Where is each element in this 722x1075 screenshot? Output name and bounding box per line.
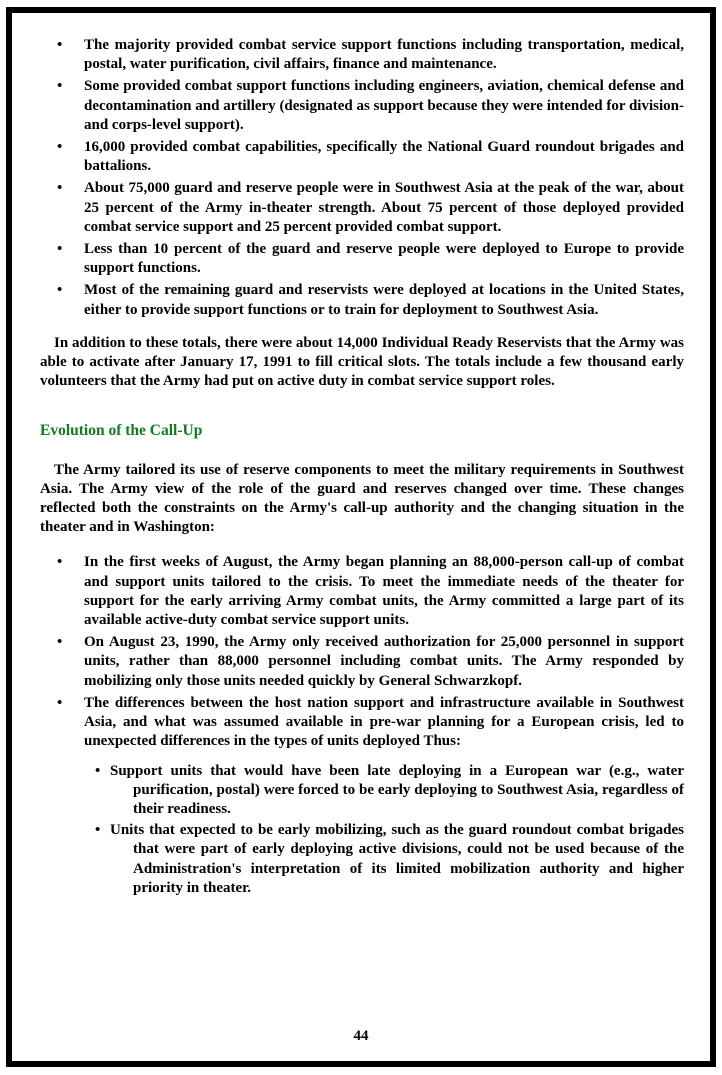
bullet-icon: • (57, 180, 63, 197)
list-item (40, 281, 684, 319)
list-item-text: 16,000 provided combat capabilities, specifically the National Guard roundout brigades and battalions. (84, 139, 684, 175)
bullet-icon: • (57, 37, 63, 53)
bullet-icon: • (57, 78, 63, 95)
bullet-icon: • (57, 139, 63, 156)
mid-bullet-list (40, 553, 684, 751)
bullet-icon: • (57, 694, 63, 711)
list-item (40, 240, 684, 278)
list-item (40, 36, 684, 74)
page-content (40, 36, 684, 900)
page-number: 44 (353, 1028, 369, 1044)
list-item (95, 762, 684, 820)
list-item-text: Less than 10 percent of the guard and reserve people were deployed to Europe to provide support functions. (84, 241, 684, 277)
list-item (40, 633, 684, 691)
list-item-text: Units that expected to be early mobilizing, such as the guard roundout combat brigades that were part of early deploying active divisions, could not be used because of the Administration's interpretation of its limited mobilization authority and higher priority in theater. (110, 822, 684, 896)
list-item-text: About 75,000 guard and reserve people were in Southwest Asia at the peak of the war, about 25 percent of the Army in-theater strength. About 75 percent of those deployed provided combat service support and 25 percent provided combat support. (84, 180, 684, 235)
list-item-text: On August 23, 1990, the Army only received authorization for 25,000 personnel in support units, rather than 88,000 personnel including combat units. The Army responded by mobilizing only those units needed quickly by General Schwarzkopf. (84, 634, 684, 689)
list-item (40, 179, 684, 237)
list-item (40, 553, 684, 630)
paragraph-evolution: The Army tailored its use of reserve components to meet the military requirements in Southwest Asia. The Army view of the role of the guard and reserves changed over time. These changes reflected both the constraints on the Army's call-up authority and the changing situation in the theater and in Washington: (40, 461, 684, 536)
list-item-text: Most of the remaining guard and reservists were deployed at locations in the United States, either to provide support functions or to train for deployment to Southwest Asia. (84, 282, 684, 318)
bullet-icon: • (57, 282, 63, 299)
list-item-text: The differences between the host nation support and infrastructure available in Southwest Asia, and what was assumed available in pre-war planning for a European crisis, led to unexpected differences in the types of units deployed Thus: (84, 694, 684, 750)
sub-bullet-list (40, 762, 684, 898)
list-item (40, 694, 684, 752)
list-item-text: The majority provided combat service support functions including transportation, medical, postal, water purification, civil affairs, finance and maintenance. (84, 37, 684, 73)
list-item (40, 138, 684, 176)
bullet-icon: • (95, 762, 101, 779)
list-item-text: Some provided combat support functions including engineers, aviation, chemical defense and decontamination and artillery (designated as support because they were intended for division- and corps-level support). (84, 78, 684, 133)
top-bullet-list (40, 36, 684, 320)
bullet-icon: • (95, 822, 101, 839)
list-item-text: Support units that would have been late deploying in a European war (e.g., water purification, postal) were forced to be early deploying to Southwest Asia, regardless of their readiness. (110, 762, 684, 817)
bullet-icon: • (57, 634, 63, 651)
list-item-text: In the first weeks of August, the Army began planning an 88,000-person call-up of combat and support units tailored to the crisis. To meet the immediate needs of the theater for support for the early arriving Army combat units, the Army committed a large part of its available active-duty combat service support units. (84, 554, 684, 629)
bullet-icon: • (57, 554, 63, 571)
section-heading: Evolution of the Call-Up (40, 422, 203, 440)
bullet-icon: • (57, 241, 63, 258)
paragraph-totals: In addition to these totals, there were about 14,000 Individual Ready Reservists that the Army was able to activate after January 17, 1991 to fill critical slots. The totals include a few thousand early volunteers that the Army had put on active duty in combat service support roles. (40, 334, 684, 390)
list-item (40, 77, 684, 135)
list-item (95, 821, 684, 898)
